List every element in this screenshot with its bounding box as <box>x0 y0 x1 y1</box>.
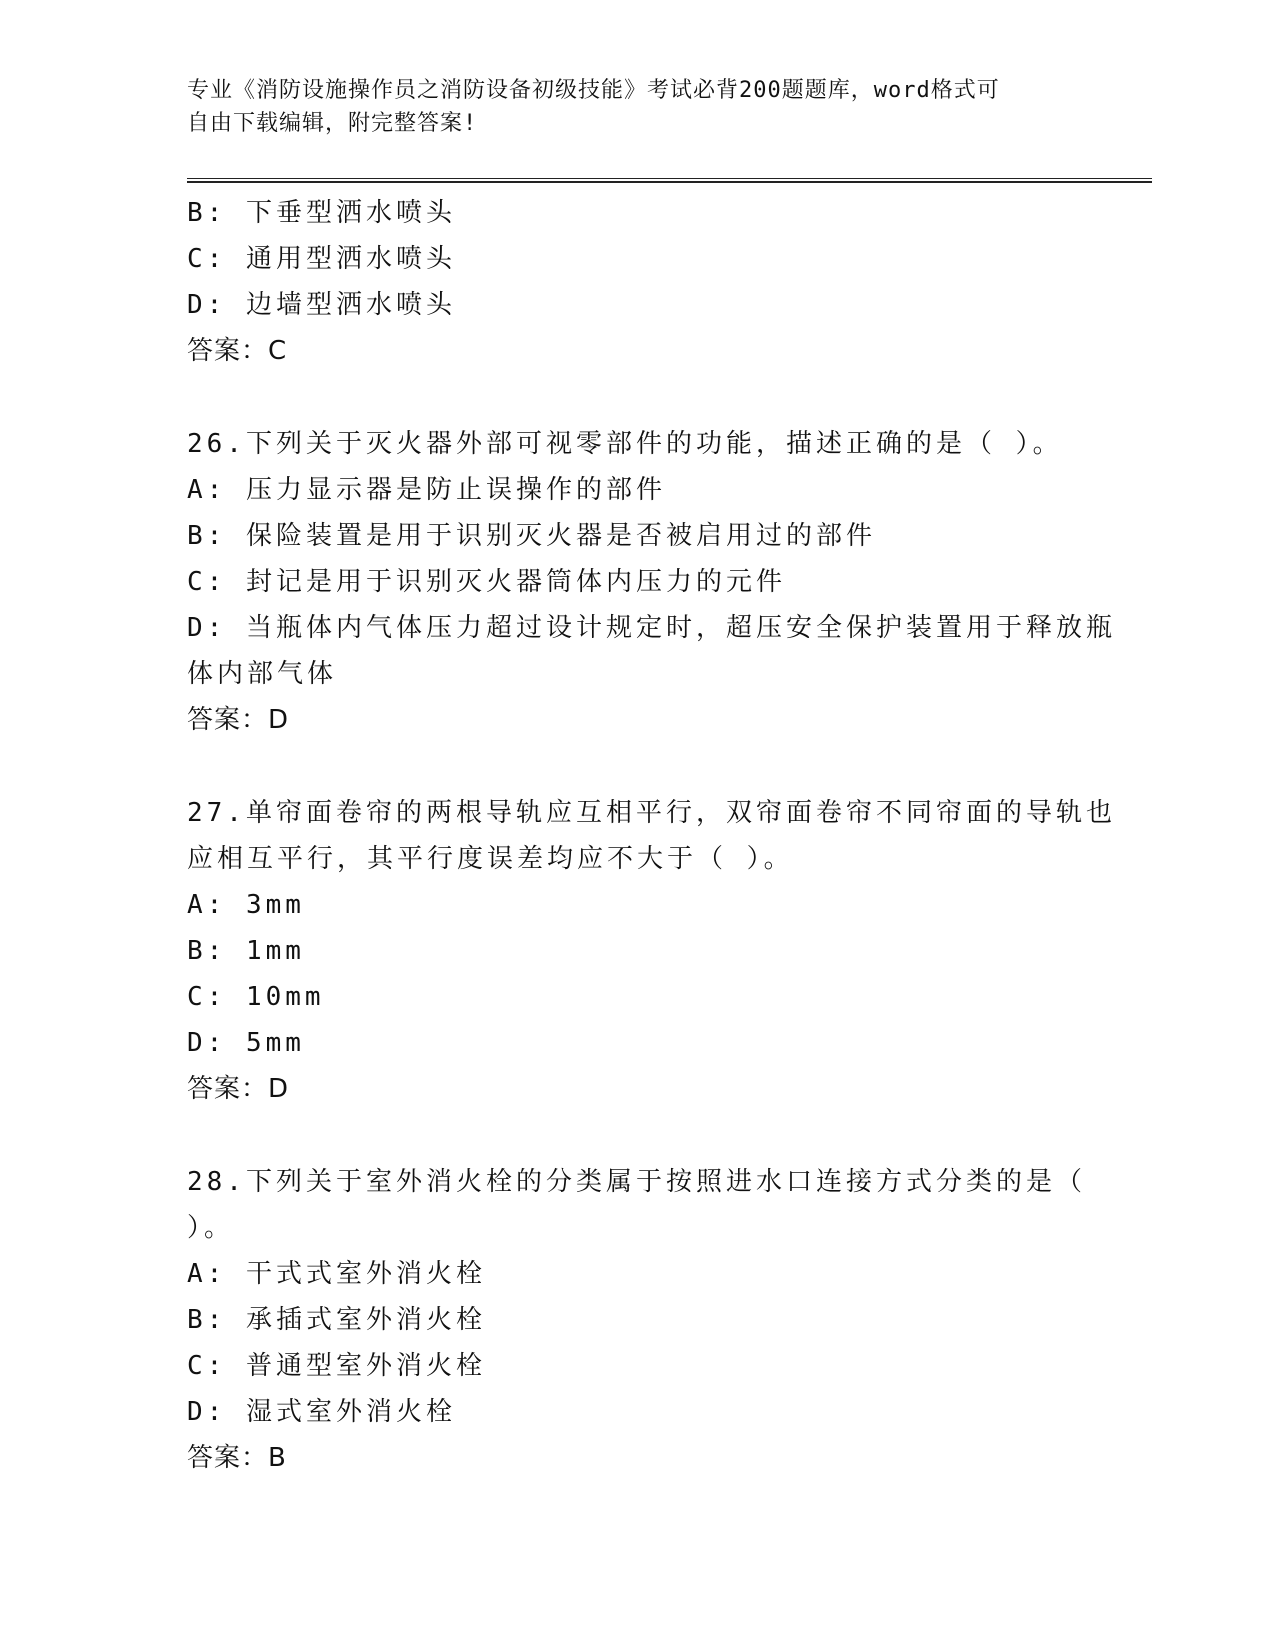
answer-line: 答案：B <box>187 1443 287 1473</box>
question-27 <box>187 790 1116 1112</box>
option-d: D: 边墙型洒水喷头 <box>187 290 456 320</box>
option-b: B: 下垂型洒水喷头 <box>187 198 456 228</box>
question-stem-continued: ）。 <box>187 1213 235 1243</box>
spacer <box>187 374 1087 421</box>
question-28 <box>187 1159 1087 1481</box>
option-b: B: 保险装置是用于识别灭火器是否被启用过的部件 <box>187 521 876 551</box>
answer-line: 答案：D <box>187 705 290 735</box>
question-list <box>187 190 1116 1481</box>
header-line-1: 专业《消防设施操作员之消防设备初级技能》考试必背200题题库，word格式可 <box>187 78 1000 103</box>
option-a: A: 3mm <box>187 890 305 920</box>
option-d: D: 当瓶体内气体压力超过设计规定时，超压安全保护装置用于释放瓶 <box>187 613 1116 643</box>
question-stem: 26.下列关于灭火器外部可视零部件的功能，描述正确的是（ ）。 <box>187 429 1063 459</box>
question-25-tail <box>187 190 1087 374</box>
answer-line: 答案：C <box>187 336 288 366</box>
question-stem: 28.下列关于室外消火栓的分类属于按照进水口连接方式分类的是（ <box>187 1167 1086 1197</box>
header-line-2: 自由下载编辑，附完整答案! <box>187 111 478 136</box>
option-a: A: 压力显示器是防止误操作的部件 <box>187 475 666 505</box>
spacer <box>187 743 1087 790</box>
option-d-continued: 体内部气体 <box>187 659 338 689</box>
option-a: A: 干式式室外消火栓 <box>187 1259 486 1289</box>
option-c: C: 10mm <box>187 982 325 1012</box>
option-c: C: 封记是用于识别灭火器筒体内压力的元件 <box>187 567 786 597</box>
question-26 <box>187 421 1116 743</box>
option-b: B: 1mm <box>187 936 305 966</box>
question-stem: 27.单帘面卷帘的两根导轨应互相平行，双帘面卷帘不同帘面的导轨也 <box>187 798 1116 828</box>
option-b: B: 承插式室外消火栓 <box>187 1305 486 1335</box>
option-c: C: 普通型室外消火栓 <box>187 1351 486 1381</box>
answer-line: 答案：D <box>187 1074 290 1104</box>
document-header <box>187 74 1067 140</box>
question-stem-continued: 应相互平行，其平行度误差均应不大于（ ）。 <box>187 844 794 874</box>
spacer <box>187 1112 1087 1159</box>
header-divider <box>187 178 1152 183</box>
option-d: D: 5mm <box>187 1028 305 1058</box>
option-d: D: 湿式室外消火栓 <box>187 1397 456 1427</box>
option-c: C: 通用型洒水喷头 <box>187 244 456 274</box>
